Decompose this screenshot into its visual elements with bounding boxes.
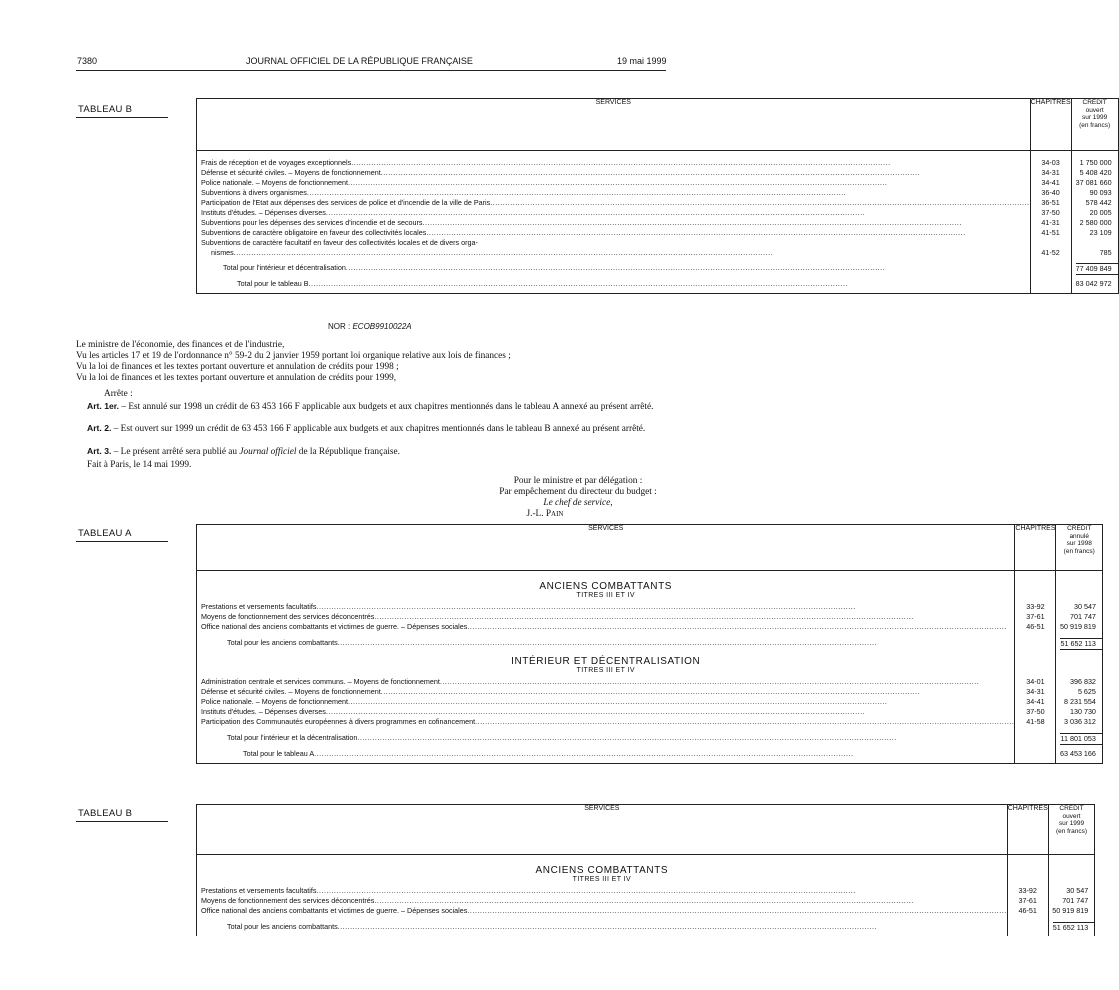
section-subtitle: TITRES III ET IV	[576, 592, 635, 599]
section-title: ANCIENS COMBATTANTS	[539, 581, 673, 592]
signature-line: Pour le ministre et par délégation :	[513, 476, 643, 486]
table-label-rule	[76, 821, 168, 822]
table-row: Défense et sécurité civiles. – Moyens de fonctionnement ..... 34-31 5 408 420	[197, 168, 1119, 178]
table-row: Moyens de fonctionnement des services déconcentrés ..... 37-61 701 747	[197, 896, 1095, 906]
col-header-services: SERVICES	[197, 525, 1015, 571]
signature-line: Par empêchement du directeur du budget :	[499, 487, 657, 497]
table-row: Police nationale. – Moyens de fonctionnement ..... 34-41 37 081 660	[197, 178, 1119, 188]
table-row: Frais de réception et de voyages exceptionnels ..... 34-03 1 750 000	[197, 158, 1119, 168]
table-row: Subventions de caractère facultatif en faveur des collectivités locales et de divers orga- nismes ..... 41-52 785	[197, 238, 1119, 258]
col-header-credit: CRÉDIT annulé sur 1998 (en francs)	[1056, 525, 1102, 571]
table-row: Prestations et versements facultatifs ..... 33-92 30 547	[197, 602, 1103, 612]
col-header-credit: CRÉDIT ouvert sur 1999 (en francs)	[1048, 805, 1094, 855]
table-row: Police nationale. – Moyens de fonctionnement ..... 34-41 8 231 554	[197, 697, 1103, 707]
page-number: 7380	[77, 56, 98, 66]
table-tableau-b-top	[196, 98, 1119, 294]
table-label: TABLEAU A	[78, 528, 132, 539]
signature-title: Le chef de service,	[543, 498, 613, 508]
table-row: Moyens de fonctionnement des services déconcentrés ..... 37-61 701 747	[197, 612, 1103, 622]
col-header-credit: CRÉDIT ouvert sur 1999 (en francs)	[1071, 99, 1118, 151]
fait-a-paris: Fait à Paris, le 14 mai 1999.	[87, 460, 192, 470]
table-row: Office national des anciens combattants et victimes de guerre. – Dépenses sociales ..... 46-51 50 919 819	[197, 622, 1103, 632]
table-label-rule	[76, 117, 168, 118]
vu-line: Vu la loi de finances et les textes portant ouverture et annulation de crédits pour 1998 ;	[76, 362, 399, 372]
vu-line: Vu les articles 17 et 19 de l'ordonnance n° 59-2 du 2 janvier 1959 portant loi organique relative aux lois de finances ;	[76, 351, 511, 361]
article-2: Art. 2. – Est ouvert sur 1999 un crédit de 63 453 166 F applicable aux budgets et aux chapitres mentionnés dans le tableau B annexé au présent arrêté.	[87, 423, 646, 434]
vu-line: Vu la loi de finances et les textes portant ouverture et annulation de crédits pour 1999,	[76, 373, 397, 383]
table-row: Défense et sécurité civiles. – Moyens de fonctionnement ..... 34-31 5 625	[197, 687, 1103, 697]
table-row: Participation des Communautés européennes à divers programmes en cofinancement ..... 41-58 3 036 312	[197, 717, 1103, 727]
table-tableau-a	[196, 524, 1103, 764]
signatory-name: J.-L. Pain	[526, 509, 564, 519]
col-header-chapitres: CHAPITRES	[1015, 525, 1056, 571]
article-3: Art. 3. – Le présent arrêté sera publié au Journal officiel de la République française.	[87, 446, 400, 457]
nor-reference: NOR : ECOB9910022A	[328, 322, 412, 331]
section-subtitle: TITRES III ET IV	[572, 876, 632, 883]
table-row: Instituts d'études. – Dépenses diverses ..... 37-50 20 005	[197, 208, 1119, 218]
col-header-services: SERVICES	[197, 805, 1008, 855]
table-row: Subventions à divers organismes ..... 36-40 90 093	[197, 188, 1119, 198]
arrete-heading: Arrête :	[104, 389, 133, 399]
section-title: INTÉRIEUR ET DÉCENTRALISATION	[511, 656, 701, 667]
header-rule	[76, 70, 666, 71]
table-row: Office national des anciens combattants et victimes de guerre. – Dépenses sociales ..... 46-51 50 919 819	[197, 906, 1095, 916]
total-row: Total pour les anciens combattants ..... 51 652 113	[197, 632, 1103, 650]
table-label: TABLEAU B	[78, 808, 133, 819]
table-row: Participation de l'Etat aux dépenses des services de police et d'incendie de la ville de Paris ..... 36-51 578 442	[197, 198, 1119, 208]
total-row: Total pour l'intérieur et décentralisation ..... 77 409 849	[197, 258, 1119, 275]
total-row: Total pour le tableau A ..... 63 453 166	[197, 745, 1103, 764]
table-label-rule	[76, 541, 168, 542]
col-header-chapitres: CHAPITRES	[1007, 805, 1048, 855]
section-subtitle: TITRES III ET IV	[576, 667, 635, 674]
publication-date: 19 mai 1999	[617, 56, 667, 66]
table-row: Instituts d'études. – Dépenses diverses ..... 37-50 130 730	[197, 707, 1103, 717]
table-label: TABLEAU B	[78, 104, 133, 115]
col-header-chapitres: CHAPITRES	[1030, 99, 1071, 151]
table-row: Administration centrale et services communs. – Moyens de fonctionnement ..... 34-01 396 832	[197, 677, 1103, 687]
decree-intro: Le ministre de l'économie, des finances et de l'industrie,	[76, 340, 285, 350]
table-row: Prestations et versements facultatifs ..... 33-92 30 547	[197, 886, 1095, 896]
article-1: Art. 1er. – Est annulé sur 1998 un crédit de 63 453 166 F applicable aux budgets et aux chapitres mentionnés dans le tableau A annexé au présent arrêté.	[87, 401, 654, 412]
section-title: ANCIENS COMBATTANTS	[535, 865, 669, 876]
total-row: Total pour l'intérieur et la décentralisation ..... 11 801 053	[197, 727, 1103, 745]
table-row: Subventions pour les dépenses des services d'incendie et de secours ..... 41-31 2 580 000	[197, 218, 1119, 228]
col-header-services: SERVICES	[197, 99, 1031, 151]
table-tableau-b	[196, 804, 1095, 936]
table-row: Subventions de caractère obligatoire en faveur des collectivités locales ..... 41-51 23 109	[197, 228, 1119, 238]
total-row: Total pour le tableau B ..... 83 042 972	[197, 275, 1119, 294]
journal-title: JOURNAL OFFICIEL DE LA RÉPUBLIQUE FRANÇAISE	[246, 56, 473, 66]
total-row: Total pour les anciens combattants ..... 51 652 113	[197, 916, 1095, 936]
